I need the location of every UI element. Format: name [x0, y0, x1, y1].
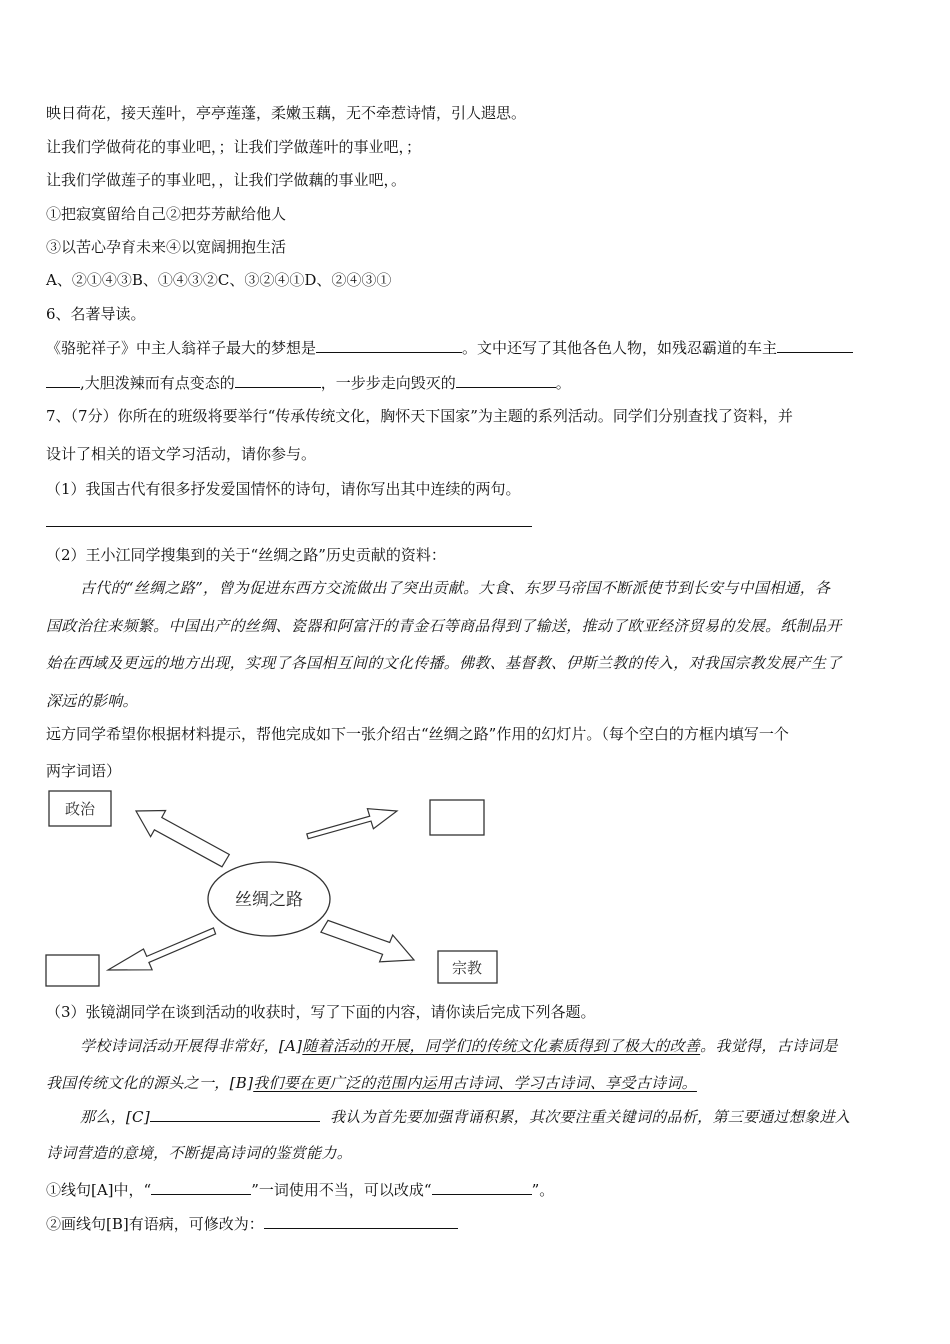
summary-line-3: 那么，[C] 我认为首先要加强背诵积累，其次要注重关键词的品析，第三要通过想象进入: [80, 1108, 851, 1126]
blank-replacement-word[interactable]: [432, 1179, 532, 1195]
task-line-2: 两字词语）: [46, 762, 122, 780]
arrow-to-politics-icon: [136, 811, 229, 867]
line-lotus-seed-root: 让我们学做莲子的事业吧，，让我们学做藕的事业吧，。: [46, 171, 407, 189]
summary-line-4: 诗词营造的意境，不断提高诗词的鉴赏能力。: [46, 1144, 353, 1162]
blank-ruined-character[interactable]: [456, 372, 556, 388]
part-3-prompt: （3）张镜湖同学在谈到活动的收获时，写了下面的内容，请你读后完成下列各题。: [46, 1003, 596, 1021]
blank-wrong-word[interactable]: [151, 1179, 251, 1195]
material-line-1: 古代的“丝绸之路”，曾为促进东西方交流做出了突出贡献。大食、东罗马帝国不断派使节到长安与中国相通，各: [80, 579, 831, 597]
blank-car-owner[interactable]: [777, 337, 853, 353]
material-line-3: 始在西域及更远的地方出现，实现了各国相互间的文化传播。佛教、基督教、伊斯兰教的传入，对我国宗教发展产生了: [46, 654, 842, 672]
task-line-1: 远方同学希望你根据材料提示，帮他完成如下一张介绍古“丝绸之路”作用的幻灯片。（每个空白的方框内填写一个: [46, 725, 789, 743]
blank-bold-character[interactable]: [235, 372, 321, 388]
option-line-1: ①把寂寞留给自己②把芬芳献给他人: [46, 205, 287, 223]
arrow-to-religion-icon: [321, 920, 414, 961]
answer-choices: A、②①④③B、①④③②C、③②④①D、②④③①: [46, 271, 392, 289]
line-lotus-flower-leaf: 让我们学做荷花的事业吧，；让我们学做莲叶的事业吧，；: [46, 138, 422, 156]
question-6-line-2: ,大胆泼辣而有点变态的 ，一步步走向毁灭的 。: [46, 372, 571, 393]
sentence-a: 随着活动的开展，同学们的传统文化素质得到了极大的改善: [302, 1037, 701, 1055]
summary-line-2: 我国传统文化的源头之一，[B]我们要在更广泛的范围内运用古诗词、学习古诗词、享受古诗词。: [46, 1074, 697, 1092]
question-6-line-1: 《骆驼祥子》中主人翁祥子最大的梦想是 。文中还写了其他各色人物，如残忍霸道的车主: [46, 337, 853, 358]
box-religion-label: 宗教: [451, 959, 483, 977]
question-6-title: 6、名著导读。: [46, 305, 146, 323]
part-1-prompt: （1）我国古代有很多抒发爱国情怀的诗句，请你写出其中连续的两句。: [46, 480, 521, 498]
silk-road-diagram: [40, 784, 510, 994]
material-line-2: 国政治往来频繁。中国出产的丝绸、瓷器和阿富汗的青金石等商品得到了输送，推动了欧亚经济贸易的发展。纸制品开: [46, 617, 842, 635]
summary-line-1: 学校诗词活动开展得非常好，[A]随着活动的开展，同学们的传统文化素质得到了极大的改善。我觉得，古诗词是: [80, 1037, 838, 1055]
blank-box-top-right[interactable]: [430, 800, 484, 835]
option-line-2: ③以苦心孕育未来④以宽阔拥抱生活: [46, 238, 287, 256]
part-2-prompt: （2）王小江同学搜集到的关于“丝绸之路”历史贡献的资料：: [46, 546, 446, 564]
question-7-line-2: 设计了相关的语文学习活动，请你参与。: [46, 445, 317, 463]
question-a: ①线句[A]中，“ ”一词使用不当，可以改成“ ”。: [46, 1181, 555, 1199]
box-religion: [438, 951, 497, 983]
box-politics: [49, 791, 111, 826]
blank-dream[interactable]: [316, 337, 462, 353]
sentence-b: 我们要在更广泛的范围内运用古诗词、学习古诗词、享受古诗词。: [253, 1074, 697, 1092]
box-politics-label: 政治: [64, 800, 96, 818]
material-line-4: 深远的影响。: [46, 692, 138, 710]
blank-car-owner-cont[interactable]: [46, 372, 80, 388]
center-label: 丝绸之路: [235, 890, 303, 910]
blank-box-bottom-left[interactable]: [46, 955, 99, 986]
question-7-line-1: 7、（7分）你所在的班级将要举行“传承传统文化，胸怀天下国家”为主题的系列活动。同学们分别查找了资料，并: [46, 407, 793, 425]
answer-line-part-1[interactable]: [46, 526, 532, 527]
arrow-to-top-right-icon: [307, 809, 397, 839]
question-b: ②画线句[B]有语病，可修改为：: [46, 1213, 458, 1234]
center-ellipse: [208, 862, 330, 936]
arrow-to-bottom-left-icon: [108, 928, 216, 970]
blank-correction[interactable]: [264, 1213, 458, 1229]
line-poem-intro: 映日荷花，接天莲叶，亭亭莲蓬，柔嫩玉藕，无不牵惹诗情，引人遐思。: [46, 104, 527, 122]
blank-sentence-c[interactable]: [150, 1106, 320, 1122]
